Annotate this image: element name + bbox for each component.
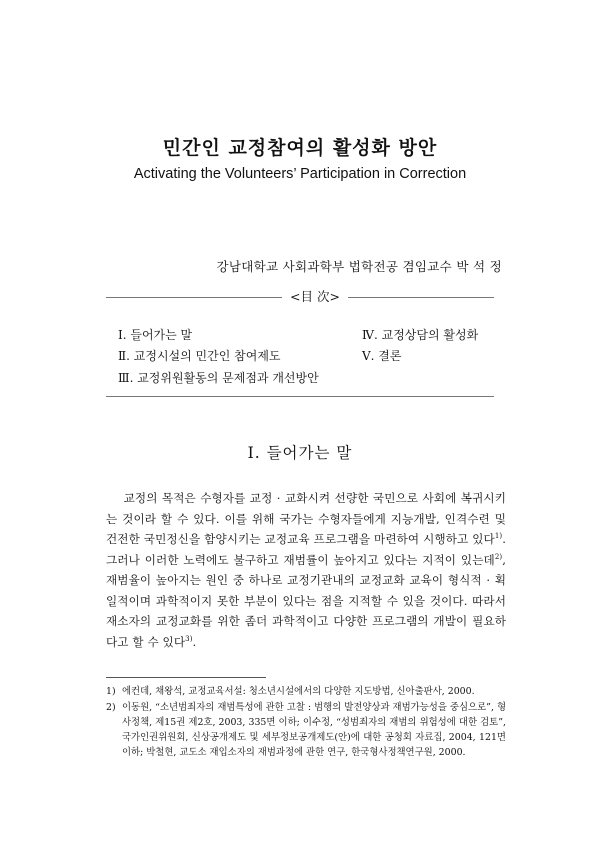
toc-top-rule-left [106,297,282,298]
toc-item-5: Ⅴ. 결론 [362,349,402,363]
footnote-text: 이동원, “소년범죄자의 재범특성에 관한 고찰 : 범행의 발전양상과 재범가능성을 중심으로”, 형사정책, 제15권 제2호, 2003, 335면 이하; 이수정, “성범죄자의 재범의 위험성에 대한 검토”, 국가인권위원회, 신상공개제도 및 세부정보공개제도(안)에 대한 공청회 자료집, 2004, 121면 이하; 박철현, 교도소 재입소자의 재범과정에 관한 연구, 한국형사정책연구원, 2000. [122,702,506,758]
footnote-number: 1) [106,686,116,697]
footnote-2 [106,700,506,760]
toc-bottom-rule [106,396,494,397]
footnote-text: 에컨데, 채왕석, 교정교육서설: 청소년시설에서의 다양한 지도방법, 신아출판사, 2000. [122,686,475,697]
paper-title-korean: 민간인 교정참여의 활성화 방안 [162,137,438,159]
body-text-part-1: 교정의 목적은 수형자를 교정 · 교화시켜 선량한 국민으로 사회에 복귀시키는 것이라 할 수 있다. 이를 위해 국가는 수형자들에게 지능개발, 인격수련 및 건전한 국민정신을 함양시키는 교정교육 프로그램을 마련하여 시행하고 있다 [106,491,506,546]
footnote-1 [106,684,506,699]
toc-top-rule-right [348,297,494,298]
footnote-number: 2) [106,702,116,713]
body-text-part-4: . [192,634,197,649]
body-text-part-3: , 재범율이 높아지는 원인 중 하나로 교정기관내의 교정교화 교육이 형식적 · 획일적이며 과학적이지 못한 부분이 있다는 점을 지적할 수 있을 것이다. 따라서 재소자의 교정교화를 위한 좀더 과학적이고 다양한 프로그램의 개발이 필요하다고 할 수 있다 [106,552,506,649]
section-heading: Ⅰ. 들어가는 말 [247,444,353,462]
body-text-part-2: . 그러나 이러한 노력에도 불구하고 재범률이 높아지고 있다는 지적이 있는데 [106,532,506,567]
footnote-separator [106,677,266,678]
toc-item-2: Ⅱ. 교정시설의 민간인 참여제도 [118,349,281,363]
toc-heading: <目 次> [290,289,340,304]
author-affiliation: 강남대학교 사회과학부 법학전공 겸임교수 박 석 정 [216,259,502,274]
toc-item-3: Ⅲ. 교정위원활동의 문제점과 개선방안 [118,371,319,385]
paper-title-english: Activating the Volunteers’ Participation in Correction [133,166,467,182]
footnote-ref-1: 1) [494,532,503,541]
toc-item-4: Ⅳ. 교정상담의 활성화 [362,328,479,342]
body-paragraph [106,488,506,652]
footnote-ref-3: 3) [185,634,193,643]
footnote-ref-2: 2) [494,552,503,561]
toc-item-1: Ⅰ. 들어가는 말 [118,328,193,342]
